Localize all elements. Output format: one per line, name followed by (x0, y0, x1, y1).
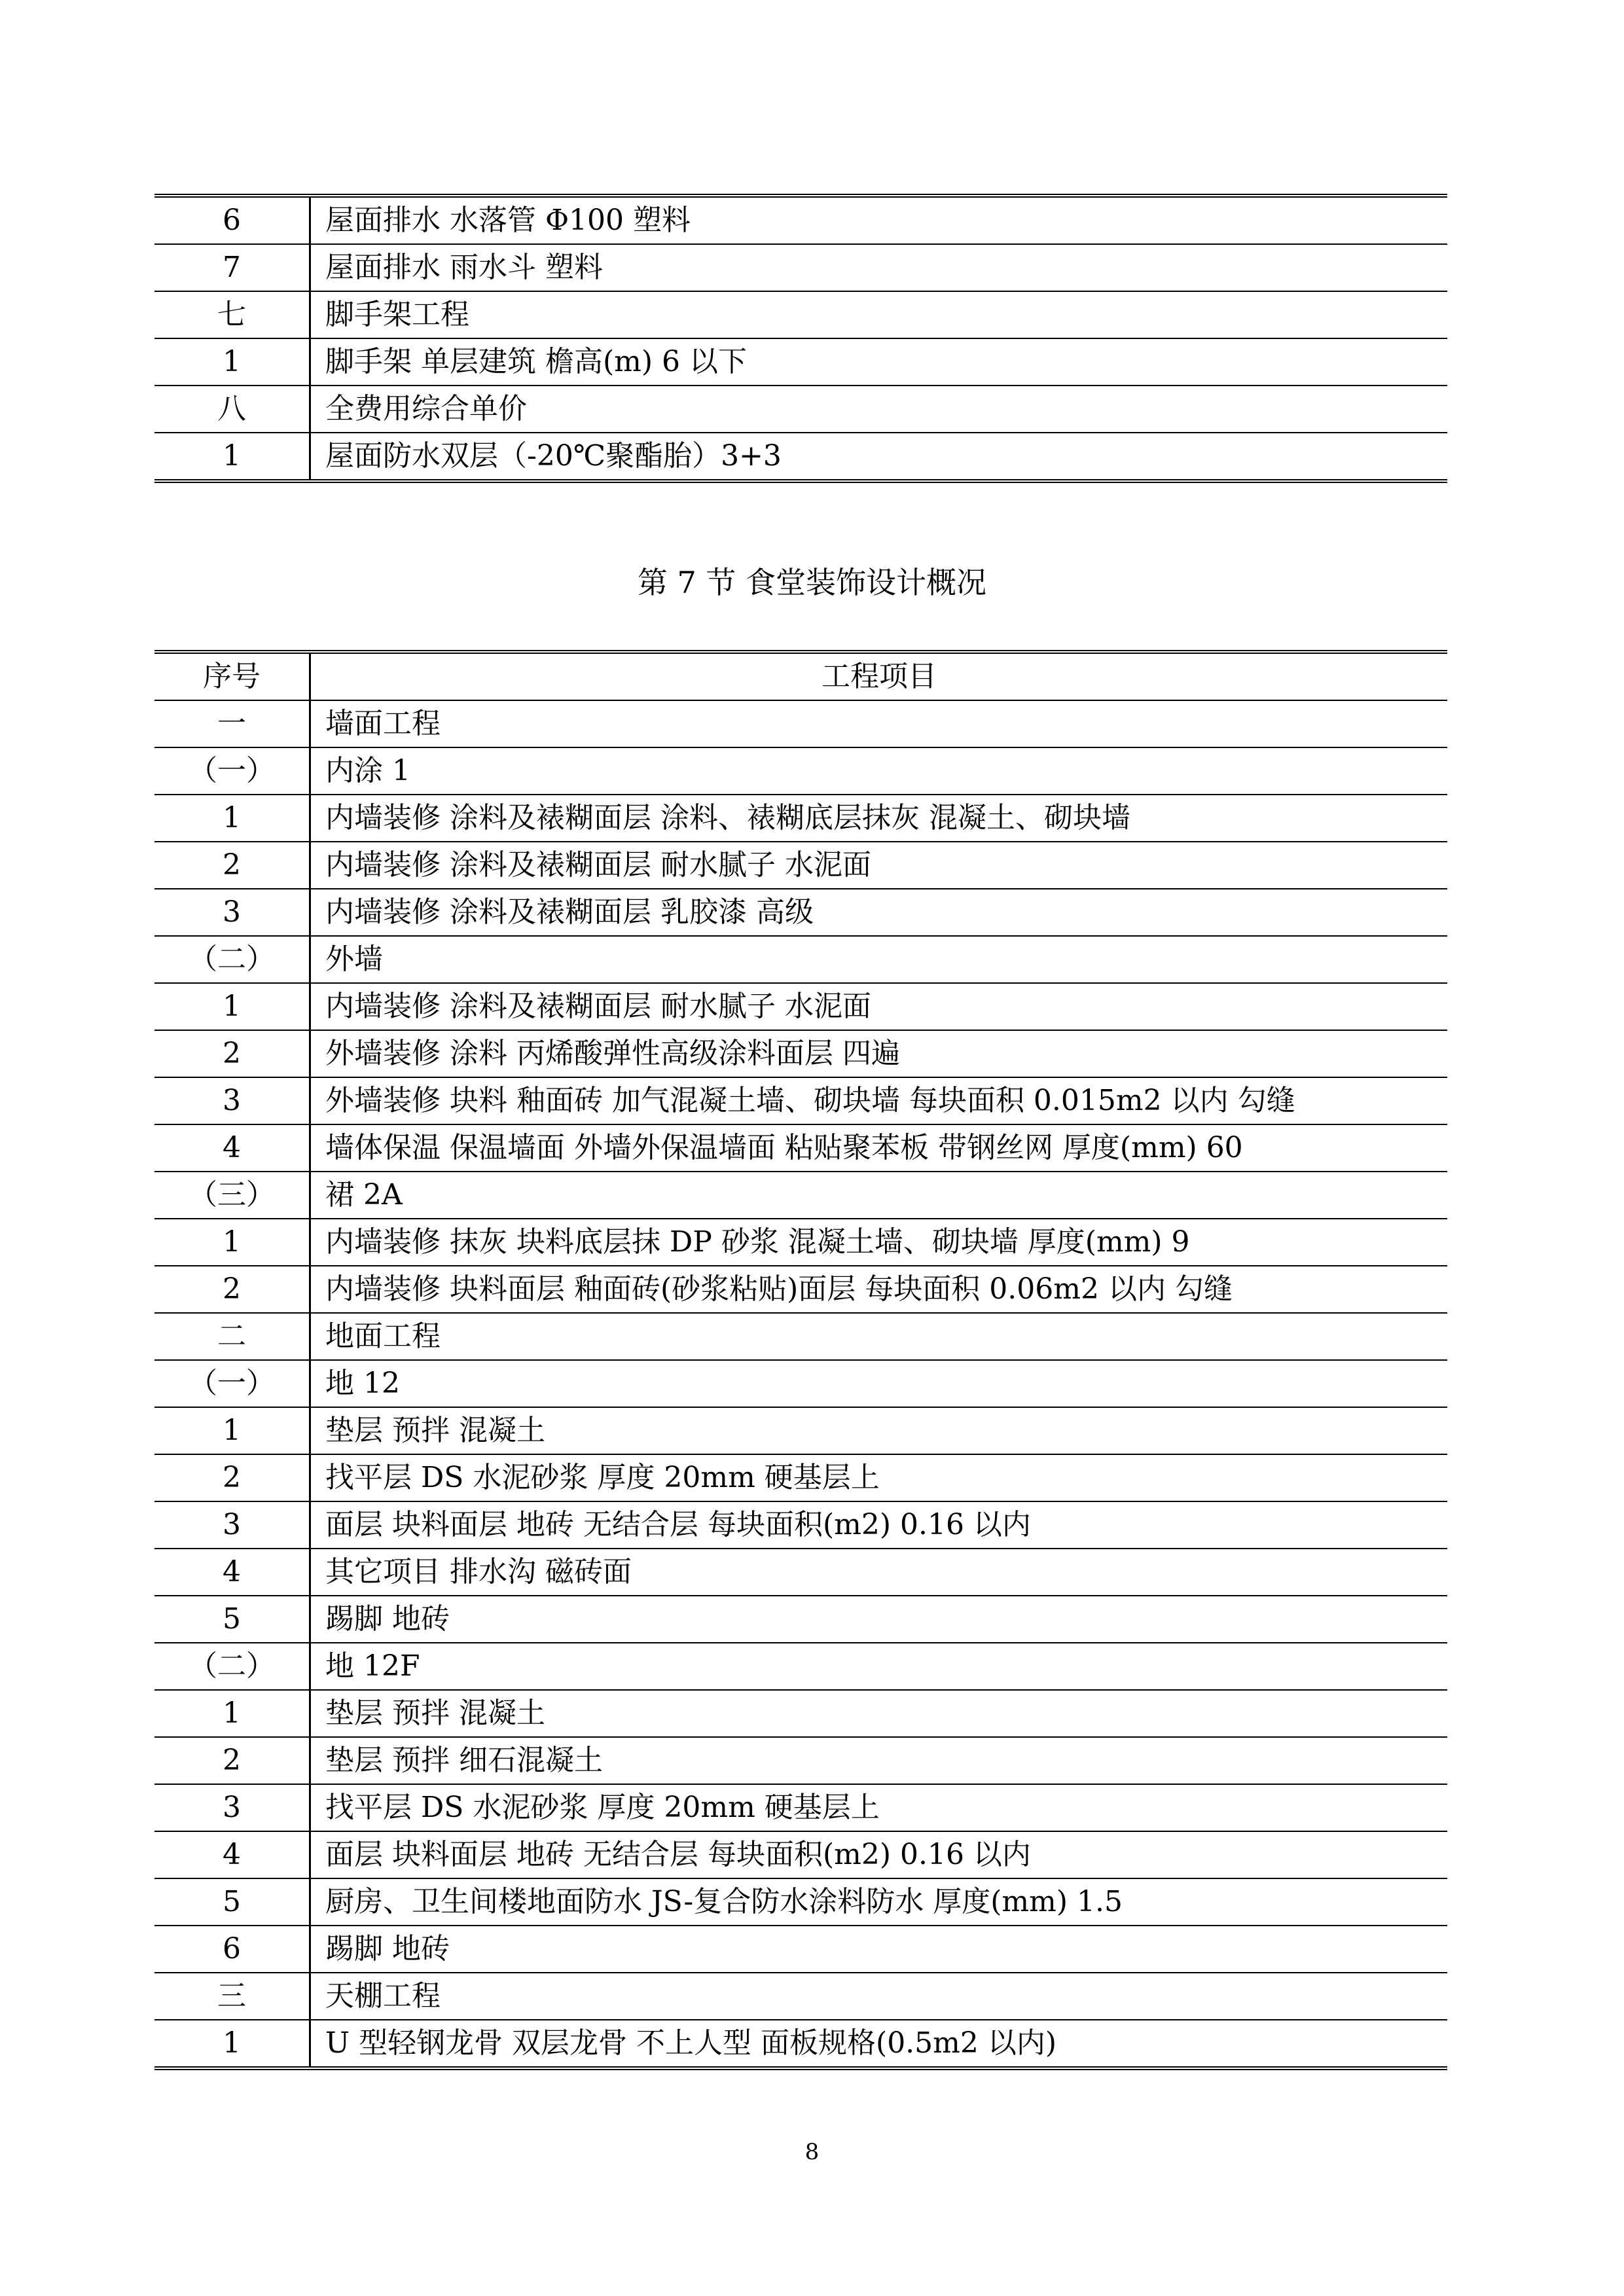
table-row (154, 1549, 1447, 1596)
table-row (154, 1831, 1447, 1878)
row-project-item: 地 12F (310, 1643, 1448, 1690)
table-row (154, 1172, 1447, 1219)
row-serial-number: 4 (154, 1831, 310, 1878)
table-row (154, 936, 1447, 983)
row-project-item: 厨房、卫生间楼地面防水 JS-复合防水涂料防水 厚度(mm) 1.5 (310, 1878, 1448, 1926)
table-row (154, 1219, 1447, 1266)
row-serial-number: 5 (154, 1596, 310, 1643)
row-project-item: 脚手架工程 (310, 291, 1448, 338)
row-serial-number: 二 (154, 1313, 310, 1360)
table-row (154, 244, 1447, 291)
row-project-item: 踢脚 地砖 (310, 1596, 1448, 1643)
table-row (154, 1878, 1447, 1926)
table-row (154, 1030, 1447, 1077)
row-serial-number: （一） (154, 1360, 310, 1407)
row-project-item: 内墙装修 抹灰 块料底层抹 DP 砂浆 混凝土墙、砌块墙 厚度(mm) 9 (310, 1219, 1448, 1266)
row-serial-number: 2 (154, 1737, 310, 1784)
row-serial-number: 4 (154, 1549, 310, 1596)
row-serial-number: 6 (154, 1926, 310, 1973)
row-serial-number: 2 (154, 842, 310, 889)
row-project-item: 墙面工程 (310, 700, 1448, 747)
row-project-item: 垫层 预拌 混凝土 (310, 1690, 1448, 1737)
header-project-item: 工程项目 (310, 652, 1448, 700)
table-row (154, 1407, 1447, 1454)
row-project-item: 裙 2A (310, 1172, 1448, 1219)
header-row (154, 652, 1447, 700)
row-project-item: 内墙装修 涂料及裱糊面层 乳胶漆 高级 (310, 889, 1448, 936)
row-project-item: 全费用综合单价 (310, 386, 1448, 433)
row-project-item: 垫层 预拌 细石混凝土 (310, 1737, 1448, 1784)
table-row (154, 1124, 1447, 1172)
row-project-item: 踢脚 地砖 (310, 1926, 1448, 1973)
row-serial-number: 1 (154, 795, 310, 842)
row-serial-number: 1 (154, 2020, 310, 2068)
table-row (154, 1973, 1447, 2020)
table-row (154, 1737, 1447, 1784)
table-row (154, 1454, 1447, 1501)
decoration-items-table (154, 650, 1447, 2070)
row-serial-number: （三） (154, 1172, 310, 1219)
table-row (154, 1313, 1447, 1360)
table-row (154, 983, 1447, 1030)
table-row (154, 386, 1447, 433)
row-project-item: 屋面排水 水落管 Φ100 塑料 (310, 196, 1448, 244)
row-project-item: 找平层 DS 水泥砂浆 厚度 20mm 硬基层上 (310, 1454, 1448, 1501)
row-serial-number: 2 (154, 1266, 310, 1313)
row-project-item: 外墙 (310, 936, 1448, 983)
table-row (154, 842, 1447, 889)
row-serial-number: 八 (154, 386, 310, 433)
table-row (154, 747, 1447, 795)
table-row (154, 1926, 1447, 1973)
row-serial-number: 1 (154, 1407, 310, 1454)
table-row (154, 1266, 1447, 1313)
table-row (154, 433, 1447, 481)
table-row (154, 1360, 1447, 1407)
row-project-item: 面层 块料面层 地砖 无结合层 每块面积(m2) 0.16 以内 (310, 1501, 1448, 1549)
roof-items-table (154, 194, 1447, 483)
row-serial-number: 三 (154, 1973, 310, 2020)
row-serial-number: 3 (154, 1501, 310, 1549)
table-row (154, 889, 1447, 936)
row-project-item: U 型轻钢龙骨 双层龙骨 不上人型 面板规格(0.5m2 以内) (310, 2020, 1448, 2068)
row-project-item: 地 12 (310, 1360, 1448, 1407)
roof-items-table-body (154, 196, 1447, 481)
row-project-item: 墙体保温 保温墙面 外墙外保温墙面 粘贴聚苯板 带钢丝网 厚度(mm) 60 (310, 1124, 1448, 1172)
table-row (154, 700, 1447, 747)
table-row (154, 196, 1447, 244)
row-serial-number: 七 (154, 291, 310, 338)
row-project-item: 面层 块料面层 地砖 无结合层 每块面积(m2) 0.16 以内 (310, 1831, 1448, 1878)
row-serial-number: （一） (154, 747, 310, 795)
row-project-item: 内墙装修 涂料及裱糊面层 耐水腻子 水泥面 (310, 983, 1448, 1030)
row-project-item: 垫层 预拌 混凝土 (310, 1407, 1448, 1454)
table-row (154, 1596, 1447, 1643)
section-title: 第 7 节 食堂装饰设计概况 (637, 565, 987, 600)
row-serial-number: 1 (154, 433, 310, 481)
table-row (154, 1643, 1447, 1690)
table-row (154, 1077, 1447, 1124)
page-number: 8 (804, 2139, 820, 2165)
row-project-item: 其它项目 排水沟 磁砖面 (310, 1549, 1448, 1596)
row-serial-number: 1 (154, 1219, 310, 1266)
row-project-item: 脚手架 单层建筑 檐高(m) 6 以下 (310, 338, 1448, 386)
table-row (154, 338, 1447, 386)
row-serial-number: 2 (154, 1454, 310, 1501)
row-project-item: 地面工程 (310, 1313, 1448, 1360)
row-project-item: 内涂 1 (310, 747, 1448, 795)
row-project-item: 外墙装修 块料 釉面砖 加气混凝土墙、砌块墙 每块面积 0.015m2 以内 勾缝 (310, 1077, 1448, 1124)
table-row (154, 1501, 1447, 1549)
row-serial-number: 7 (154, 244, 310, 291)
decoration-items-table-body (154, 700, 1447, 2068)
row-serial-number: 5 (154, 1878, 310, 1926)
row-project-item: 内墙装修 涂料及裱糊面层 耐水腻子 水泥面 (310, 842, 1448, 889)
row-project-item: 找平层 DS 水泥砂浆 厚度 20mm 硬基层上 (310, 1784, 1448, 1831)
row-serial-number: 一 (154, 700, 310, 747)
table-row (154, 291, 1447, 338)
row-serial-number: 1 (154, 983, 310, 1030)
table-row (154, 1690, 1447, 1737)
row-serial-number: 3 (154, 1077, 310, 1124)
row-project-item: 外墙装修 涂料 丙烯酸弹性高级涂料面层 四遍 (310, 1030, 1448, 1077)
table-row (154, 795, 1447, 842)
row-project-item: 天棚工程 (310, 1973, 1448, 2020)
row-project-item: 屋面防水双层（-20℃聚酯胎）3+3 (310, 433, 1448, 481)
table-row (154, 1784, 1447, 1831)
row-serial-number: 2 (154, 1030, 310, 1077)
row-serial-number: 4 (154, 1124, 310, 1172)
row-project-item: 屋面排水 雨水斗 塑料 (310, 244, 1448, 291)
row-serial-number: （二） (154, 936, 310, 983)
row-serial-number: 1 (154, 1690, 310, 1737)
table-row (154, 2020, 1447, 2068)
row-serial-number: 1 (154, 338, 310, 386)
row-project-item: 内墙装修 涂料及裱糊面层 涂料、裱糊底层抹灰 混凝土、砌块墙 (310, 795, 1448, 842)
row-project-item: 内墙装修 块料面层 釉面砖(砂浆粘贴)面层 每块面积 0.06m2 以内 勾缝 (310, 1266, 1448, 1313)
header-serial-number: 序号 (154, 652, 310, 700)
row-serial-number: 3 (154, 1784, 310, 1831)
row-serial-number: （二） (154, 1643, 310, 1690)
row-serial-number: 6 (154, 196, 310, 244)
table-header (154, 652, 1447, 700)
row-serial-number: 3 (154, 889, 310, 936)
